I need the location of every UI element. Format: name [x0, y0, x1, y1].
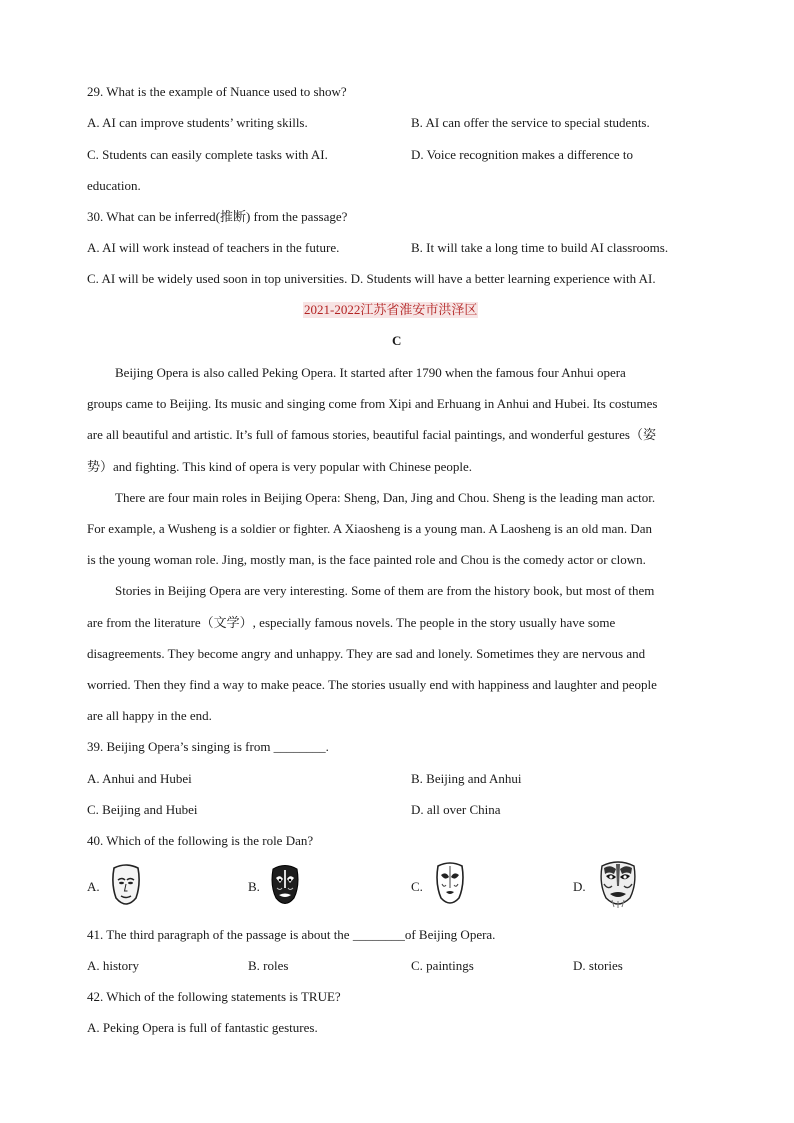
- q40-option-b-letter: B.: [248, 879, 260, 894]
- q39-option-a: A. Anhui and Hubei: [87, 771, 192, 786]
- q41-option-b: B. roles: [248, 958, 289, 973]
- q39-option-c: C. Beijing and Hubei: [87, 802, 198, 817]
- q29-option-b: B. AI can offer the service to special students.: [411, 115, 650, 130]
- section-label: C: [392, 333, 402, 348]
- passage-line: are from the literature（文学）, especially famous novels. The people in the story usually have some: [87, 615, 616, 630]
- passage-line: are all happy in the end.: [87, 708, 212, 723]
- passage-line: Stories in Beijing Opera are very interesting. Some of them are from the history book, but most of them: [115, 583, 655, 598]
- question-41: 41. The third paragraph of the passage is about the ________of Beijing Opera.: [87, 927, 496, 942]
- q29-option-c: C. Students can easily complete tasks with AI.: [87, 147, 328, 162]
- passage-line: are all beautiful and artistic. It’s full of famous stories, beautiful facial paintings, and wonderful gestures（姿: [87, 427, 656, 442]
- passage-line: Beijing Opera is also called Peking Opera. It started after 1790 when the famous four Anhui opera: [115, 365, 626, 380]
- plain-mask-icon: [110, 864, 142, 910]
- q39-option-b: B. Beijing and Anhui: [411, 771, 522, 786]
- question-40: 40. Which of the following is the role Dan?: [87, 833, 314, 848]
- passage-line: For example, a Wusheng is a soldier or fighter. A Xiaosheng is a young man. A Laosheng is an old man. Dan: [87, 521, 653, 536]
- q29-option-d-continued: education.: [87, 178, 141, 193]
- q39-option-d: D. all over China: [411, 802, 501, 817]
- passage-line: groups came to Beijing. Its music and singing come from Xipi and Erhuang in Anhui and Hubei. Its costumes: [87, 396, 658, 411]
- q42-option-a: A. Peking Opera is full of fantastic gestures.: [87, 1020, 318, 1035]
- passage-line: disagreements. They become angry and unhappy. They are sad and lonely. Sometimes they are nervous and: [87, 646, 646, 661]
- passage-line: 势）and fighting. This kind of opera is very popular with Chinese people.: [87, 459, 472, 474]
- q29-option-a: A. AI can improve students’ writing skills.: [87, 115, 308, 130]
- question-39: 39. Beijing Opera’s singing is from ________.: [87, 739, 329, 754]
- ornate-painted-mask-icon: [598, 860, 638, 910]
- q41-option-d: D. stories: [573, 958, 623, 973]
- white-mask-icon: [434, 862, 466, 908]
- q40-option-d-letter: D.: [573, 879, 586, 894]
- question-30: 30. What can be inferred(推断) from the passage?: [87, 209, 348, 224]
- q40-option-a-letter: A.: [87, 879, 100, 894]
- q41-option-c: C. paintings: [411, 958, 474, 973]
- q41-option-a: A. history: [87, 958, 139, 973]
- source-tag: 2021-2022江苏省淮安市洪泽区: [304, 302, 478, 317]
- q30-option-a: A. AI will work instead of teachers in the future.: [87, 240, 340, 255]
- passage-line: is the young woman role. Jing, mostly man, is the face painted role and Chou is the comedy actor or clown.: [87, 552, 646, 567]
- question-42: 42. Which of the following statements is TRUE?: [87, 989, 341, 1004]
- q29-option-d: D. Voice recognition makes a difference to: [411, 147, 634, 162]
- q30-option-c-d: C. AI will be widely used soon in top universities. D. Students will have a better learning experience with AI.: [87, 271, 656, 286]
- passage-line: worried. Then they find a way to make peace. The stories usually end with happiness and laughter and people: [87, 677, 657, 692]
- q30-option-b: B. It will take a long time to build AI classrooms.: [411, 240, 669, 255]
- passage-line: There are four main roles in Beijing Opera: Sheng, Dan, Jing and Chou. Sheng is the leading man actor.: [115, 490, 656, 505]
- q40-option-c-letter: C.: [411, 879, 423, 894]
- question-29: 29. What is the example of Nuance used to show?: [87, 84, 347, 99]
- painted-dark-mask-icon: [270, 864, 300, 908]
